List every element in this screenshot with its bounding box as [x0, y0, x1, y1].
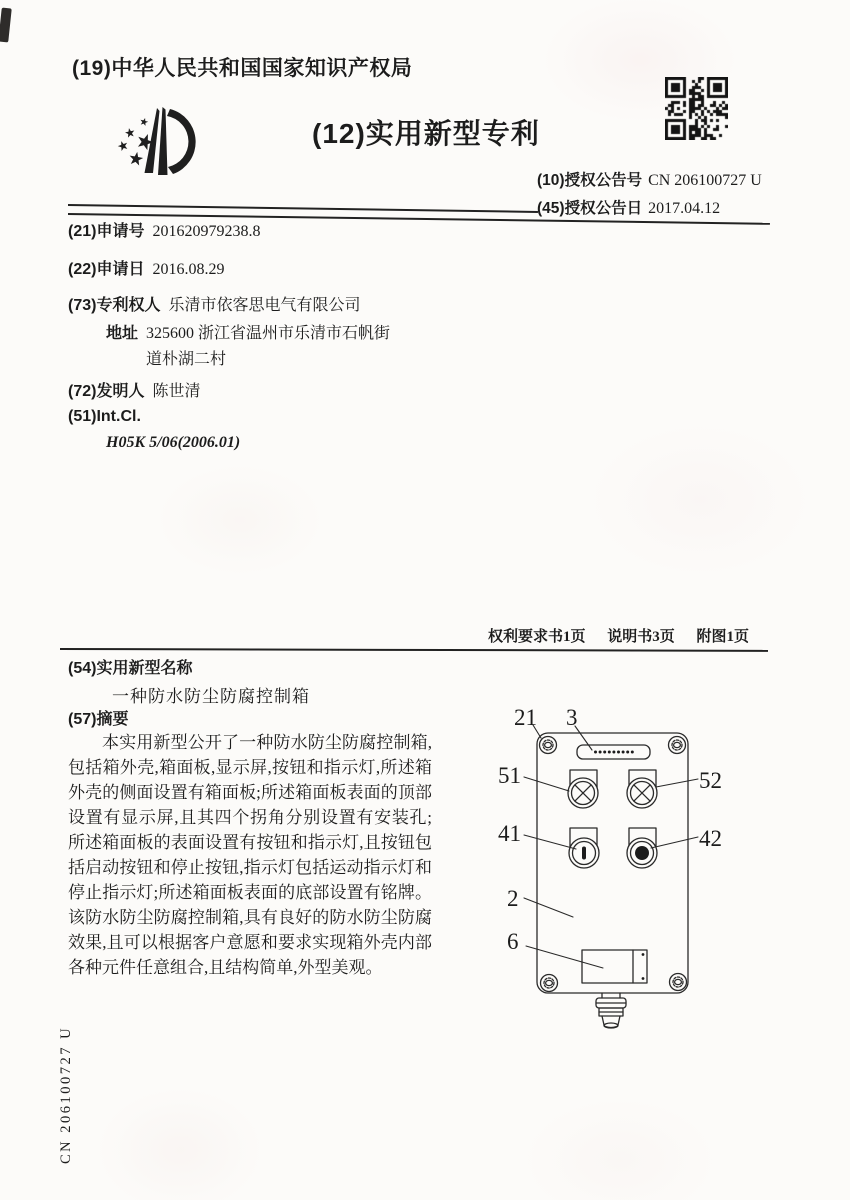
patentee-label: (73)专利权人: [68, 297, 161, 314]
pages-figures: 附图1页: [696, 629, 750, 645]
app-number-value: 201620979238.8: [152, 223, 261, 240]
pub-date-row: [537, 196, 720, 218]
sipo-logo: [113, 102, 205, 182]
figure-corner-screws: [540, 737, 687, 992]
figure-label-21: 21: [514, 705, 537, 730]
side-document-number: CN 206100727 U: [58, 1025, 74, 1164]
figure-label-41: 41: [498, 821, 521, 846]
app-date-value: 2016.08.29: [152, 261, 225, 278]
figure-nameplate: [582, 950, 647, 983]
pub-date-label: (45)授权公告日: [537, 200, 643, 217]
inventor-label: (72)发明人: [68, 383, 145, 400]
address-line2: 道朴湖二村: [146, 351, 227, 368]
title-section-label: (54)实用新型名称: [68, 660, 193, 677]
pub-date-value: 2017.04.12: [648, 200, 721, 217]
figure-enclosure: [537, 733, 688, 993]
patent-office-line: (19)中华人民共和国国家知识产权局: [72, 57, 413, 80]
inventor-value: 陈世清: [152, 383, 201, 400]
abstract-text: 本实用新型公开了一种防水防尘防腐控制箱,包括箱外壳,箱面板,显示屏,按钮和指示灯,所述箱外壳的侧面设置有箱面板;所述箱面板表面的顶部设置有显示屏,且其四个拐角分别设置有安装孔;所述箱面板的表面设置有按钮和指示灯,且按钮包括启动按钮和停止按钮,指示灯包括运动指示灯和停止指示灯;所述箱面板表面的底部设置有铭牌。该防水防尘防腐控制箱,具有良好的防水防尘防腐效果,且可以根据客户意愿和要求实现箱外壳内部各种元件任意组合,且结构简单,外型美观。: [68, 733, 432, 977]
figure-label-3: 3: [566, 705, 578, 730]
figure-cable-gland: [596, 993, 626, 1028]
pages-description: 说明书3页: [607, 629, 675, 645]
figure-leader-lines: [524, 725, 698, 968]
address-line1: 325600 浙江省温州市乐清市石帆街: [146, 325, 391, 342]
figure-label-6: 6: [507, 929, 519, 954]
app-date-label: (22)申请日: [68, 261, 145, 278]
address-row: [106, 320, 390, 343]
pages-claims: 权利要求书1页: [488, 629, 586, 645]
figure-label-52: 52: [699, 768, 722, 793]
figure-start-button: [569, 838, 599, 868]
patentee-value: 乐清市依客思电气有限公司: [168, 297, 361, 314]
patent-figure: [470, 695, 740, 1040]
intcl-row: [68, 408, 141, 426]
address-row-2: [146, 346, 226, 369]
abstract-label: (57)摘要: [68, 711, 129, 728]
figure-display-dots: [594, 751, 634, 754]
intcl-value-row: [106, 434, 240, 452]
app-number-row: [68, 218, 260, 241]
figure-label-51: 51: [498, 763, 521, 788]
app-number-label: (21)申请号: [68, 223, 145, 240]
pub-number-value: CN 206100727 U: [648, 172, 762, 189]
figure-indicator-light-left: [568, 778, 598, 808]
inventor-row: [68, 378, 200, 401]
scan-edge-mark: [0, 8, 12, 43]
figure-label-2: 2: [507, 886, 519, 911]
doc-type-title: (12)实用新型专利: [312, 118, 540, 149]
patentee-row: [68, 292, 360, 315]
figure-stop-button: [627, 838, 657, 868]
pub-number-label: (10)授权公告号: [537, 172, 643, 189]
figure-indicator-light-right: [627, 778, 657, 808]
header-rule-left: [68, 204, 538, 213]
intcl-value: H05K 5/06(2006.01): [106, 434, 241, 451]
app-date-row: [68, 256, 224, 279]
pub-number-row: [537, 168, 762, 190]
intcl-label: (51)Int.Cl.: [68, 408, 141, 425]
figure-label-42: 42: [699, 826, 722, 851]
address-label: 地址: [106, 325, 139, 342]
pages-info: [488, 625, 749, 646]
body-rule: [60, 648, 768, 652]
qr-code: [665, 77, 728, 140]
invention-title: 一种防水防尘防腐控制箱: [112, 687, 310, 706]
